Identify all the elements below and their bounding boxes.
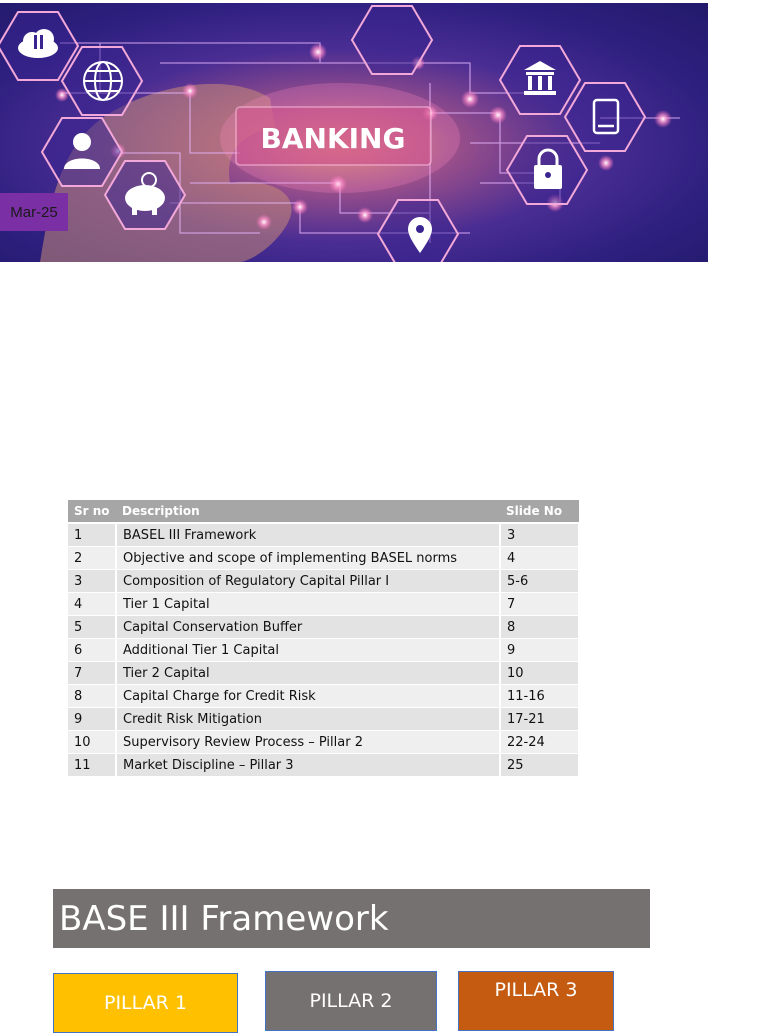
piggy-bank-icon [125,173,165,215]
cell-description: Credit Risk Mitigation [116,708,500,731]
table-row [68,754,579,777]
table-row [68,547,579,570]
cell-description: Objective and scope of implementing BASEL norms [116,547,500,570]
cell-description: Tier 2 Capital [116,662,500,685]
cell-description: Capital Conservation Buffer [116,616,500,639]
contents-table [68,500,580,777]
cell-slide-no: 10 [500,662,579,685]
pillar-1-box: PILLAR 1 [53,973,238,1033]
cell-sr-no: 11 [68,754,116,777]
cloud-transfer-icon [18,29,58,58]
table-row [68,731,579,754]
table-row [68,523,579,547]
cell-sr-no: 9 [68,708,116,731]
cell-slide-no: 3 [500,523,579,547]
table-row [68,662,579,685]
cell-slide-no: 11-16 [500,685,579,708]
cell-sr-no: 3 [68,570,116,593]
framework-title: BASE III Framework [53,889,650,948]
cell-description: Composition of Regulatory Capital Pillar I [116,570,500,593]
header-slide-no: Slide No [500,500,579,523]
tablet-icon [594,100,618,133]
user-icon [64,133,100,169]
cell-description: Capital Charge for Credit Risk [116,685,500,708]
cell-sr-no: 2 [68,547,116,570]
banking-banner [0,3,708,262]
table-row [68,616,579,639]
cell-slide-no: 4 [500,547,579,570]
table-row [68,593,579,616]
cell-slide-no: 8 [500,616,579,639]
cell-description: BASEL III Framework [116,523,500,547]
cell-sr-no: 1 [68,523,116,547]
cell-sr-no: 8 [68,685,116,708]
date-badge: Mar-25 [0,193,68,231]
cell-sr-no: 5 [68,616,116,639]
cell-sr-no: 7 [68,662,116,685]
banner-sign-text: BANKING [260,122,406,155]
bank-building-icon [524,61,556,95]
header-description: Description [116,500,500,523]
cell-description: Market Discipline – Pillar 3 [116,754,500,777]
cell-slide-no: 7 [500,593,579,616]
table-row [68,570,579,593]
table-header-row [68,500,579,523]
table-row [68,639,579,662]
table-row [68,708,579,731]
cell-slide-no: 25 [500,754,579,777]
location-pin-icon [408,217,432,253]
cell-sr-no: 6 [68,639,116,662]
cell-sr-no: 10 [68,731,116,754]
cell-slide-no: 5-6 [500,570,579,593]
table-row [68,685,579,708]
pillar-2-box: PILLAR 2 [265,971,437,1031]
cell-slide-no: 17-21 [500,708,579,731]
cell-slide-no: 9 [500,639,579,662]
banner-icons [0,3,708,262]
cell-description: Tier 1 Capital [116,593,500,616]
cell-description: Supervisory Review Process – Pillar 2 [116,731,500,754]
header-sr-no: Sr no [68,500,116,523]
pillar-3-box: PILLAR 3 [458,971,614,1031]
cell-description: Additional Tier 1 Capital [116,639,500,662]
globe-icon [84,62,122,100]
cell-sr-no: 4 [68,593,116,616]
cell-slide-no: 22-24 [500,731,579,754]
padlock-icon [534,150,562,189]
